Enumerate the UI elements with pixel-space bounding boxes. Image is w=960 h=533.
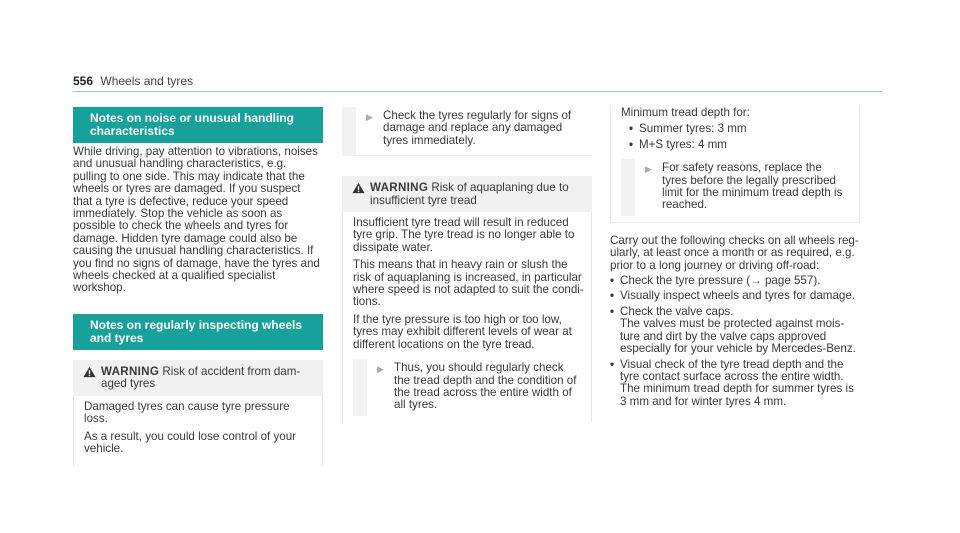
warning-label: WARNING — [370, 181, 429, 195]
tread-depth-lead: Minimum tread depth for: — [621, 106, 750, 119]
column-2 — [342, 107, 592, 422]
header-rule — [73, 91, 882, 92]
warning-text: As a result, you could lose control of your vehicle. — [84, 429, 297, 455]
list-item: • Check the tyre pressure (→ page 557). — [610, 274, 821, 288]
note-text: Thus, you should regularly check the tread depth and the condition of the tread across the entire width of all tyres. — [394, 361, 577, 412]
list-item: • Visually inspect wheels and tyres for damage. — [610, 289, 856, 303]
list-item: • Visual check of the tyre tread depth and the tyre contact surface across the entire width. The minimum tread depth for summer tyres is 3 mm and for winter tyres 4 mm. — [610, 357, 854, 408]
warning-text: Damaged tyres can cause tyre pressure loss. — [84, 399, 290, 426]
warning-box-accident — [73, 360, 323, 466]
warning-triangle-icon — [352, 182, 365, 194]
warning-label: WARNING — [101, 364, 160, 378]
checks-intro: Carry out the following checks on all wheels regularly, at least once a month or as required, e.g. prior to a long journey or driving off-road: — [610, 233, 859, 272]
page-header — [73, 74, 193, 88]
warning-triangle-icon — [83, 366, 96, 378]
warning-text: Insufficient tyre tread will result in reduced tyre grip. The tyre tread is no longer able to dissipate water. — [353, 216, 575, 254]
column-3 — [610, 107, 860, 411]
note-check-tyres — [342, 107, 592, 156]
note-safety — [621, 159, 853, 216]
heading-inspecting: Notes on regularly inspecting wheels and tyres — [73, 314, 323, 350]
note-tread-depth — [353, 359, 585, 416]
arrow-right-icon: ▶ — [366, 112, 373, 122]
warning-text: This means that in heavy rain or slush the risk of aquaplaning is increased, in particular where speed is not adapted to suit the conditions. — [353, 258, 584, 309]
note-text: For safety reasons, replace the tyres before the legally prescribed limit for the minimum tread depth is reached. — [662, 161, 843, 212]
warning-box-aquaplaning — [342, 176, 592, 422]
tread-depth-box — [610, 107, 860, 223]
warning-title: Risk of accident from damaged tyres — [101, 364, 301, 391]
list-item: • Summer tyres: 3 mm — [629, 122, 747, 136]
heading-noise-handling: Notes on noise or unusual handling characteristics — [73, 107, 323, 143]
column-1 — [73, 107, 323, 466]
list-item: • Check the valve caps. The valves must be protected against moisture and dirt by the valve caps approved especially for your vehicle by Mercedes-Benz. — [610, 304, 856, 356]
arrow-right-icon: ▶ — [645, 164, 652, 175]
section-title: Wheels and tyres — [100, 74, 194, 88]
warning-title: Risk of aquaplaning due to insufficient tyre tread — [370, 181, 569, 207]
warning-text: If the tyre pressure is too high or too low, tyres may exhibit different levels of wear at different locations on the tyre tread. — [353, 312, 572, 351]
arrow-right-icon: ▶ — [377, 364, 384, 375]
page-number: 556 — [73, 74, 94, 88]
note-text: Check the tyres regularly for signs of damage and replace any damaged tyres immediately. — [383, 109, 572, 147]
list-item: • M+S tyres: 4 mm — [629, 137, 727, 151]
paragraph-noise-handling: While driving, pay attention to vibrations, noises and unusual handling characteristics, e.g. pulling to one side. This may indicate that the wheels or tyres are damaged. If you suspect that a tyre is defective, reduce your speed immediately. Stop the vehicle as soon as possible to check the wheels and tyres for damage. Hidden tyre damage could also be causing the unusual handling characteristics. If you find no signs of damage, have the tyres and wheels checked at a qualified specialist workshop. — [73, 145, 320, 295]
